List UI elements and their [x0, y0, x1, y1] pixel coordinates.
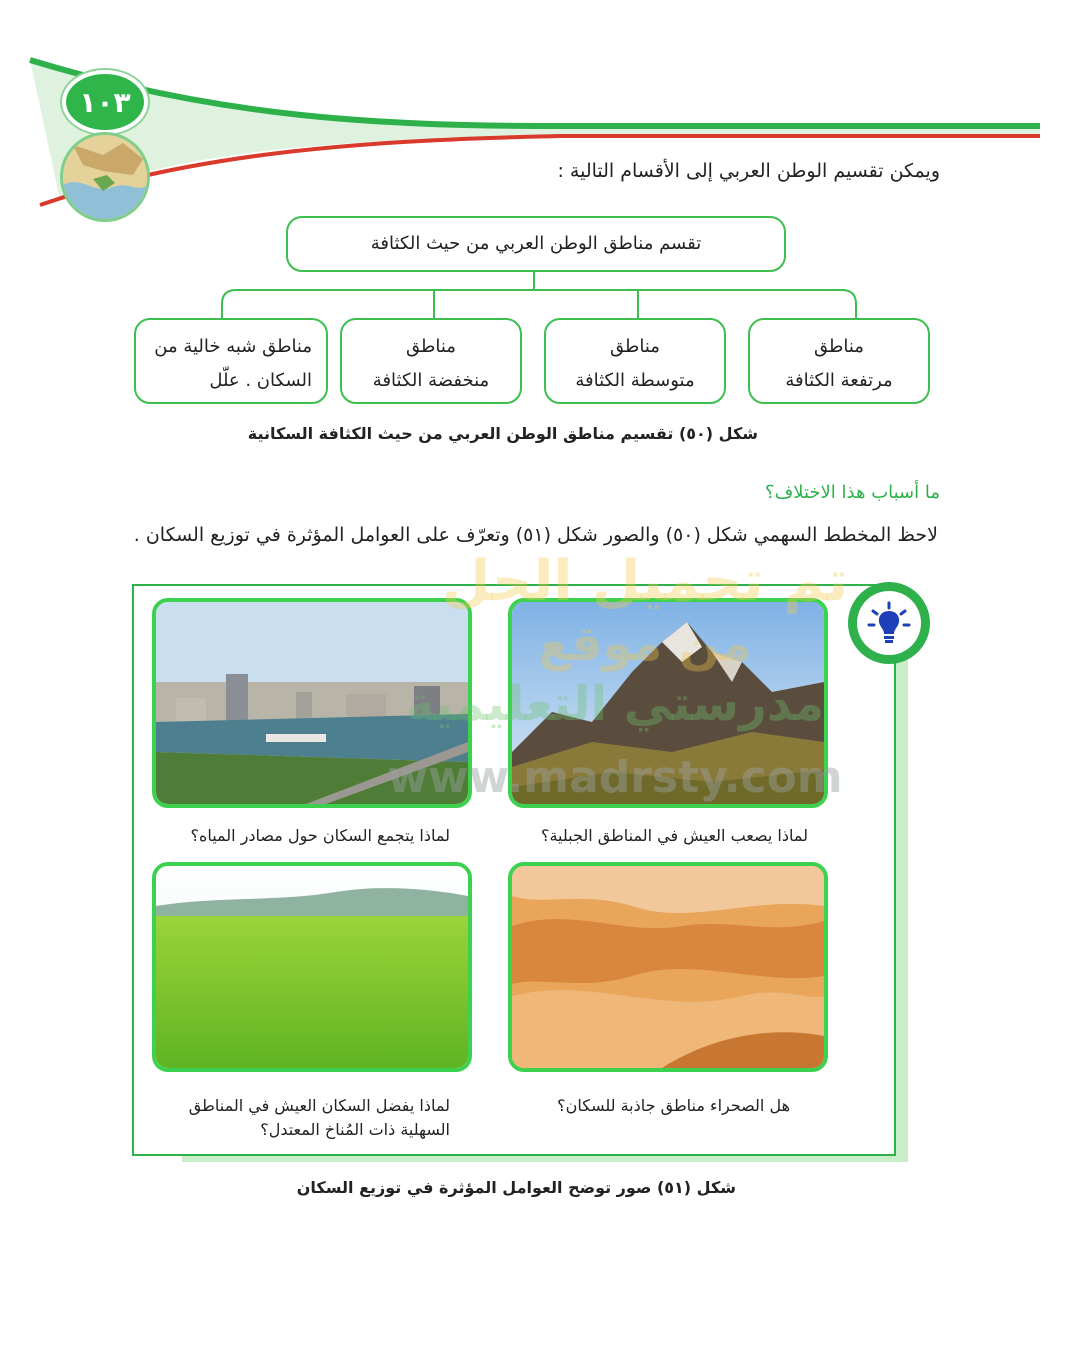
- intro-text: ويمكن تقسيم الوطن العربي إلى الأقسام التالية :: [557, 160, 940, 182]
- watermark-line1: تم تحميل الحل: [441, 549, 849, 614]
- photo-mountains: [508, 598, 828, 808]
- instruction-text: لاحظ المخطط السهمي شكل (٥٠) والصور شكل (٥١) وتعرّف على العوامل المؤثرة في توزيع السكان .: [133, 524, 938, 546]
- lightbulb-badge: [848, 582, 930, 664]
- watermark-url: www.madrsty.com: [387, 752, 843, 803]
- page-number: ١٠٣: [62, 70, 148, 134]
- leaf-line1: مناطق: [814, 336, 864, 357]
- leaf-low-density: [340, 318, 522, 404]
- lightbulb-icon: [867, 601, 911, 645]
- photo-question-grassland: [189, 1094, 450, 1142]
- photo-desert: [508, 862, 828, 1072]
- figure-caption: شكل (٥١) صور توضح العوامل المؤثرة في توزيع السكان: [296, 1178, 736, 1197]
- photo-question: لماذا يصعب العيش في المناطق الجبلية؟: [540, 826, 808, 845]
- photo-city-river: [152, 598, 472, 808]
- leaf-medium-density: [544, 318, 726, 404]
- leaf-line2: متوسطة الكثافة: [575, 370, 695, 391]
- leaf-line2: منخفضة الكثافة: [372, 370, 490, 391]
- watermark-line3: مدرستي التعليمية: [405, 676, 825, 732]
- diagram-caption: شكل (٥٠) تقسيم مناطق الوطن العربي من حيث الكثافة السكانية: [247, 424, 758, 443]
- leaf-line2: مرتفعة الكثافة: [785, 370, 893, 391]
- leaf-line1: مناطق: [610, 336, 660, 357]
- photo-question: هل الصحراء مناطق جاذبة للسكان؟: [557, 1096, 790, 1115]
- question-line1: لماذا يفضل السكان العيش في المناطق: [188, 1096, 450, 1115]
- photo-grassland: [152, 862, 472, 1072]
- photo-question: لماذا يتجمع السكان حول مصادر المياه؟: [190, 826, 450, 845]
- diagram-root-box: تقسم مناطق الوطن العربي من حيث الكثافة: [286, 216, 786, 272]
- leaf-line1: مناطق شبه خالية من: [154, 336, 312, 357]
- leaf-line2: السكان . علّل: [209, 370, 312, 391]
- leaf-high-density: [748, 318, 930, 404]
- watermark-line2: من موقع: [538, 616, 752, 672]
- question-line2: السهلية ذات المُناخ المعتدل؟: [260, 1120, 450, 1139]
- question-heading: ما أسباب هذا الاختلاف؟: [765, 482, 940, 503]
- leaf-nearly-empty: [134, 318, 328, 404]
- leaf-line1: مناطق: [406, 336, 456, 357]
